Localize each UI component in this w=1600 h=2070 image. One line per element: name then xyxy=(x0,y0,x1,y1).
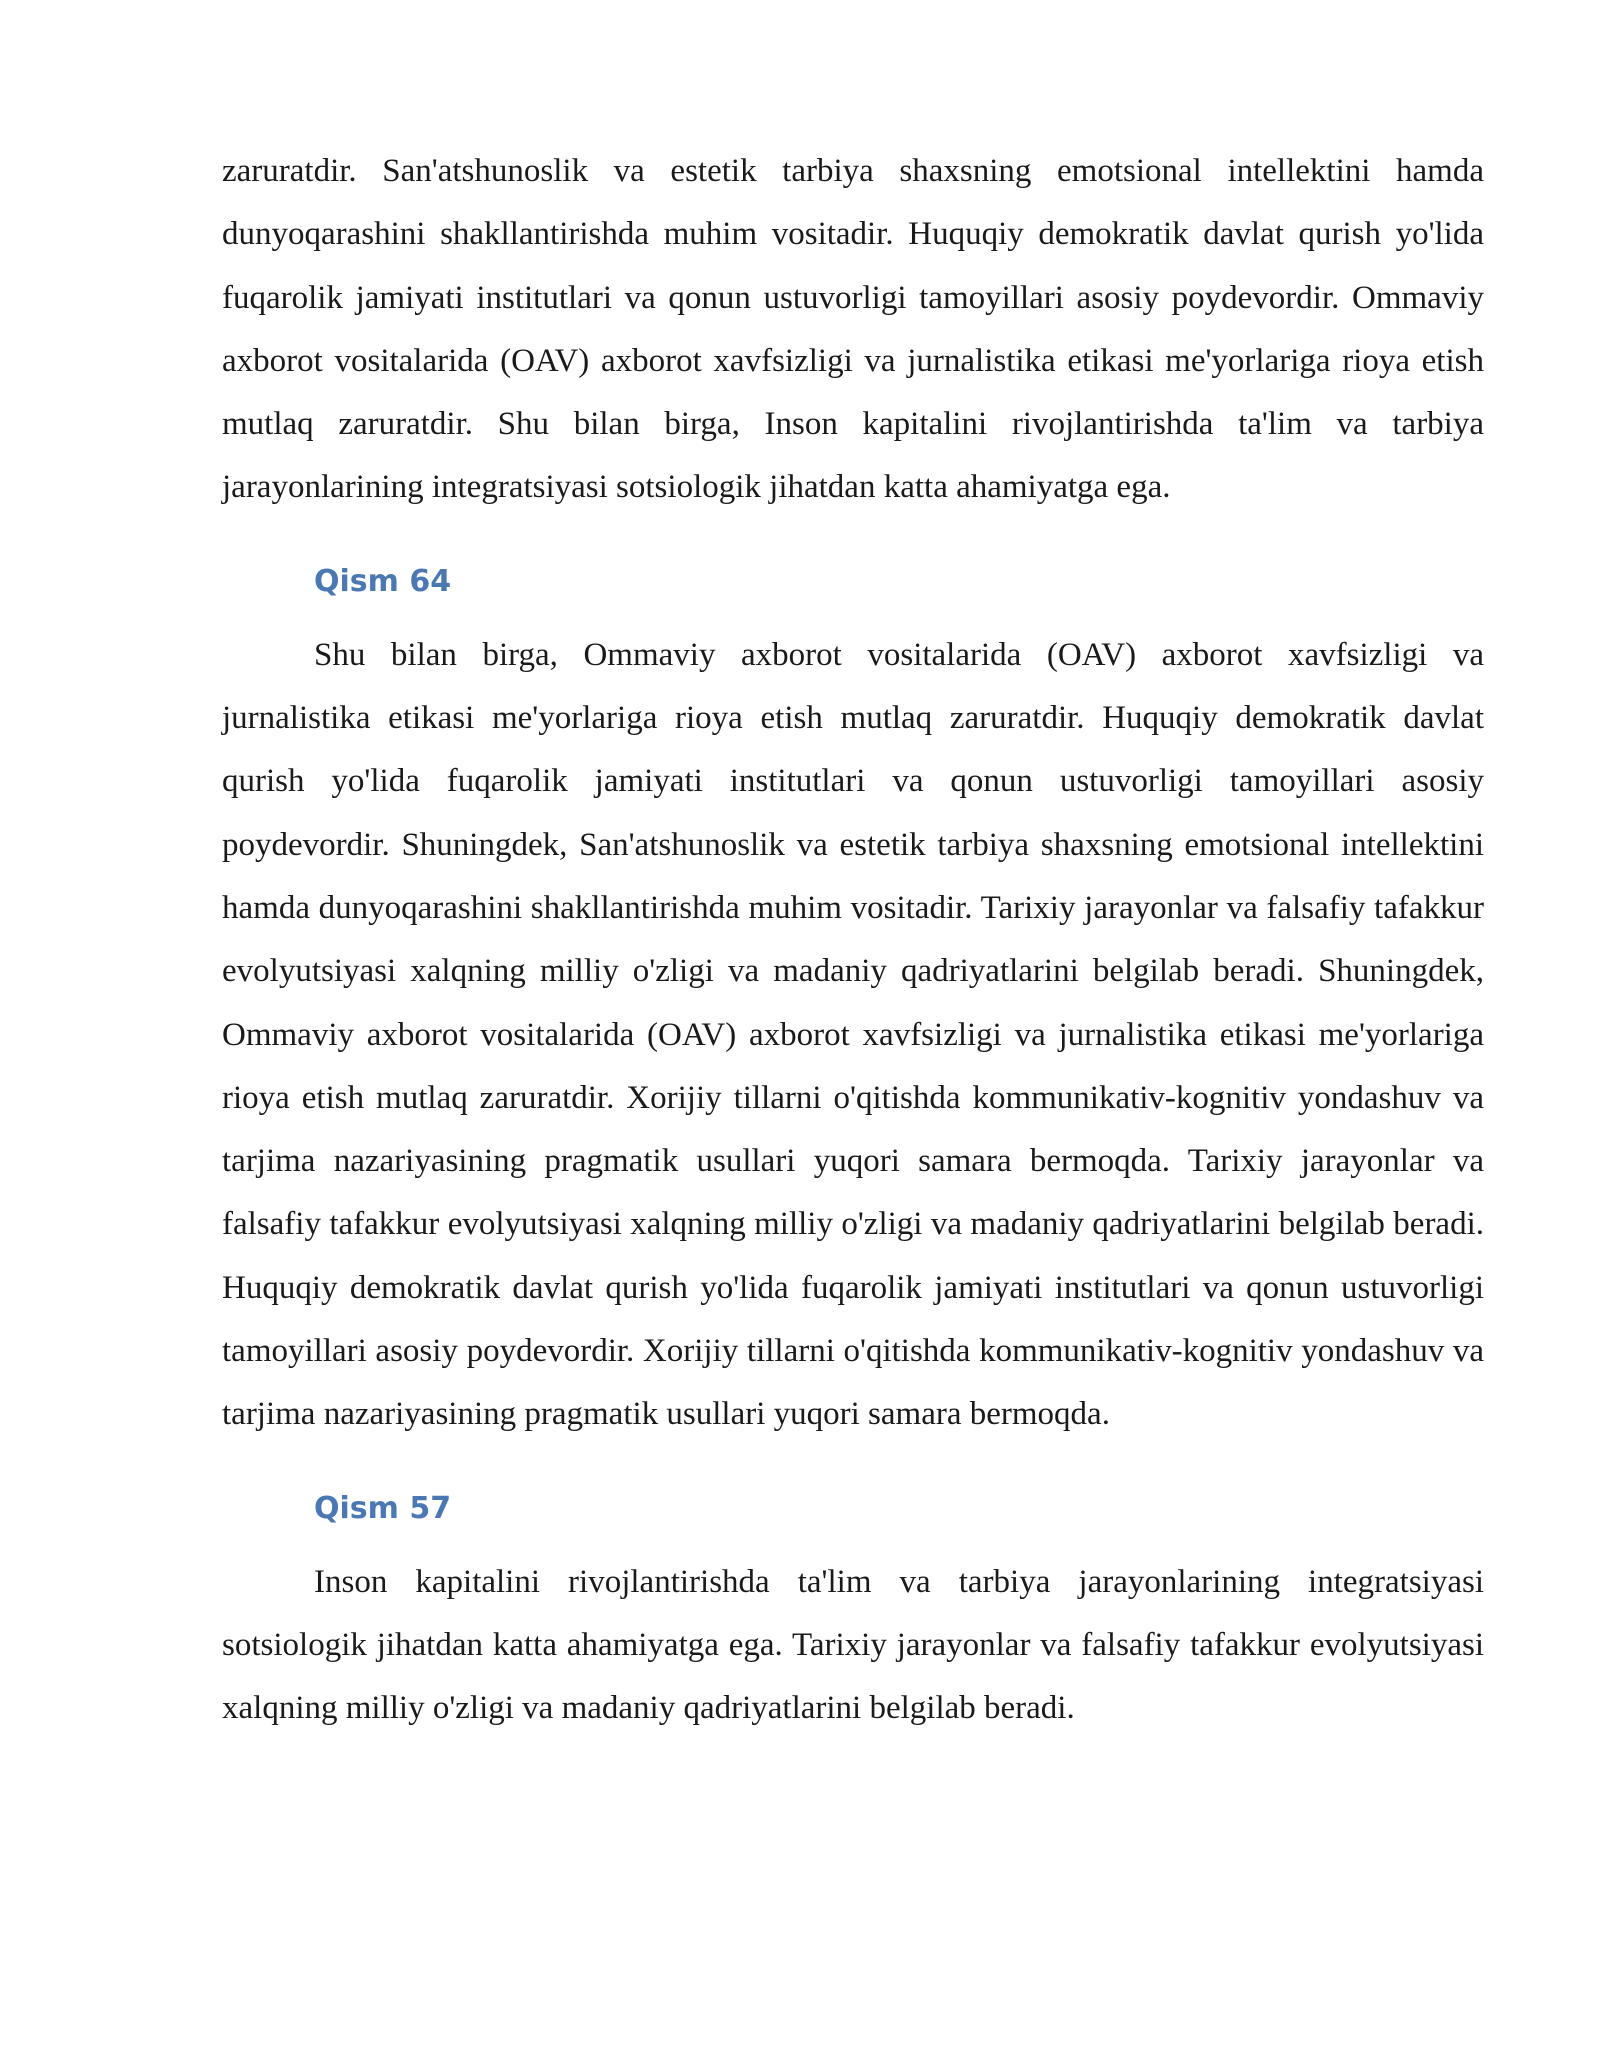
body-paragraph-3: Inson kapitalini rivojlantirishda ta'lim va tarbiya jarayonlarining integratsiyasi sotsiologik jihatdan katta ahamiyatga ega. Tarixiy jarayonlar va falsafiy tafakkur evolyutsiyasi xalqning milliy o'zligi va madaniy qadriyatlarini belgilab beradi. xyxy=(222,1563,1484,1727)
body-paragraph-1: zaruratdir. San'atshunoslik va estetik tarbiya shaxsning emotsional intellektini hamda dunyoqarashini shakllantirishda muhim vositadir. Huquqiy demokratik davlat qurish yo'lida fuqarolik jamiyati institutlari va qonun ustuvorligi tamoyillari asosiy poydevordir. Ommaviy axborot vositalarida (OAV) axborot xavfsizligi va jurnalistika etikasi me'yorlariga rioya etish mutlaq zaruratdir. Shu bilan birga, Inson kapitalini rivojlantirishda ta'lim va tarbiya jarayonlarining integratsiyasi sotsiologik jihatdan katta ahamiyatga ega. xyxy=(222,153,1484,506)
body-paragraph-2: Shu bilan birga, Ommaviy axborot vositalarida (OAV) axborot xavfsizligi va jurnalistika etikasi me'yorlariga rioya etish mutlaq zaruratdir. Huquqiy demokratik davlat qurish yo'lida fuqarolik jamiyati institutlari va qonun ustuvorligi tamoyillari asosiy poydevordir. Shuningdek, San'atshunoslik va estetik tarbiya shaxsning emotsional intellektini hamda dunyoqarashini shakllantirishda muhim vositadir. Tarixiy jarayonlar va falsafiy tafakkur evolyutsiyasi xalqning milliy o'zligi va madaniy qadriyatlarini belgilab beradi. Shuningdek, Ommaviy axborot vositalarida (OAV) axborot xavfsizligi va jurnalistika etikasi me'yorlariga rioya etish mutlaq zaruratdir. Xorijiy tillarni o'qitishda kommunikativ-kognitiv yondashuv va tarjima nazariyasining pragmatik usullari yuqori samara bermoqda. Tarixiy jarayonlar va falsafiy tafakkur evolyutsiyasi xalqning milliy o'zligi va madaniy qadriyatlarini belgilab beradi. Huquqiy demokratik davlat qurish yo'lida fuqarolik jamiyati institutlari va qonun ustuvorligi tamoyillari asosiy poydevordir. Xorijiy tillarni o'qitishda kommunikativ-kognitiv yondashuv va tarjima nazariyasining pragmatik usullari yuqori samara bermoqda. xyxy=(222,636,1484,1433)
section-heading-qism-64: Qism 64 xyxy=(314,563,452,599)
document-page xyxy=(222,140,1484,1741)
section-heading-qism-57: Qism 57 xyxy=(314,1490,452,1526)
